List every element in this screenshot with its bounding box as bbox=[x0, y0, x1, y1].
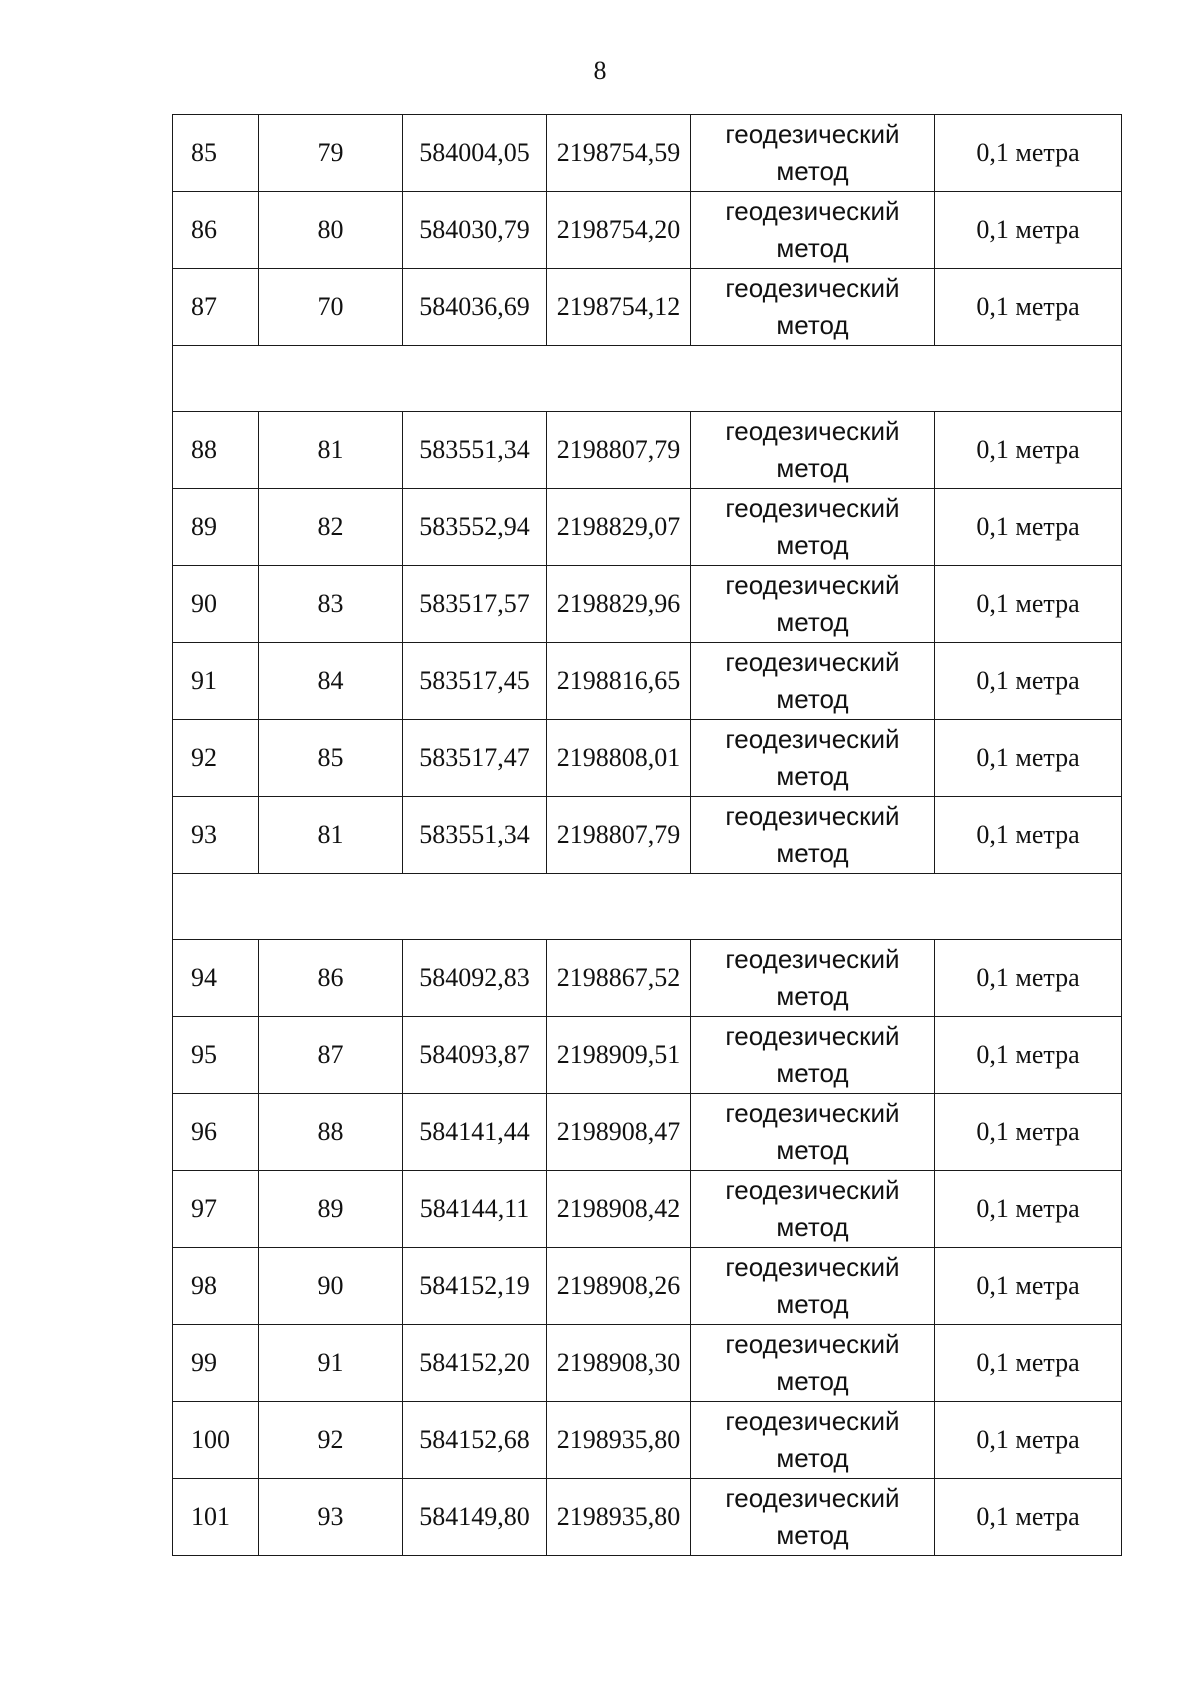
table-row bbox=[173, 192, 1122, 269]
cell-accuracy: 0,1 метра bbox=[935, 1402, 1122, 1479]
table-row bbox=[173, 643, 1122, 720]
cell-method bbox=[691, 940, 935, 1017]
cell-point-number: 90 bbox=[259, 1248, 403, 1325]
cell-coordinate-x: 583552,94 bbox=[403, 489, 547, 566]
method-line-1: геодезический bbox=[725, 944, 900, 974]
cell-coordinate-x: 583517,45 bbox=[403, 643, 547, 720]
cell-method bbox=[691, 566, 935, 643]
cell-accuracy: 0,1 метра bbox=[935, 1479, 1122, 1556]
cell-row-number: 97 bbox=[173, 1171, 259, 1248]
cell-method bbox=[691, 1094, 935, 1171]
table-row bbox=[173, 1479, 1122, 1556]
method-line-1: геодезический bbox=[725, 196, 900, 226]
cell-accuracy: 0,1 метра bbox=[935, 1017, 1122, 1094]
method-line-2: метод bbox=[776, 1520, 849, 1550]
table-row bbox=[173, 1402, 1122, 1479]
cell-point-number: 83 bbox=[259, 566, 403, 643]
table-row bbox=[173, 1171, 1122, 1248]
cell-point-number: 70 bbox=[259, 269, 403, 346]
method-line-2: метод bbox=[776, 684, 849, 714]
cell-coordinate-y: 2198807,79 bbox=[547, 797, 691, 874]
cell-coordinate-x: 584030,79 bbox=[403, 192, 547, 269]
method-line-1: геодезический bbox=[725, 1406, 900, 1436]
cell-coordinate-x: 584036,69 bbox=[403, 269, 547, 346]
cell-coordinate-x: 584152,68 bbox=[403, 1402, 547, 1479]
cell-point-number: 85 bbox=[259, 720, 403, 797]
cell-accuracy: 0,1 метра bbox=[935, 269, 1122, 346]
cell-row-number: 94 bbox=[173, 940, 259, 1017]
cell-coordinate-x: 584144,11 bbox=[403, 1171, 547, 1248]
cell-point-number: 79 bbox=[259, 115, 403, 192]
table-row bbox=[173, 269, 1122, 346]
cell-coordinate-y: 2198908,47 bbox=[547, 1094, 691, 1171]
cell-method bbox=[691, 1402, 935, 1479]
cell-coordinate-x: 584092,83 bbox=[403, 940, 547, 1017]
cell-method bbox=[691, 643, 935, 720]
table-row bbox=[173, 940, 1122, 1017]
cell-row-number: 87 bbox=[173, 269, 259, 346]
cell-accuracy: 0,1 метра bbox=[935, 1094, 1122, 1171]
cell-coordinate-y: 2198908,26 bbox=[547, 1248, 691, 1325]
method-line-2: метод bbox=[776, 453, 849, 483]
table-row bbox=[173, 489, 1122, 566]
cell-point-number: 84 bbox=[259, 643, 403, 720]
method-line-1: геодезический bbox=[725, 570, 900, 600]
page-number: 8 bbox=[593, 56, 607, 85]
cell-row-number: 100 bbox=[173, 1402, 259, 1479]
cell-coordinate-x: 584004,05 bbox=[403, 115, 547, 192]
cell-method bbox=[691, 269, 935, 346]
cell-method bbox=[691, 1171, 935, 1248]
cell-point-number: 81 bbox=[259, 412, 403, 489]
coordinates-table-body bbox=[173, 115, 1122, 1556]
cell-coordinate-x: 583517,47 bbox=[403, 720, 547, 797]
method-line-2: метод bbox=[776, 1443, 849, 1473]
cell-coordinate-y: 2198816,65 bbox=[547, 643, 691, 720]
cell-method bbox=[691, 412, 935, 489]
cell-method bbox=[691, 1017, 935, 1094]
table-row bbox=[173, 1325, 1122, 1402]
cell-method bbox=[691, 1325, 935, 1402]
cell-coordinate-x: 584141,44 bbox=[403, 1094, 547, 1171]
table-separator-row bbox=[173, 346, 1122, 412]
cell-coordinate-y: 2198807,79 bbox=[547, 412, 691, 489]
cell-row-number: 85 bbox=[173, 115, 259, 192]
cell-point-number: 81 bbox=[259, 797, 403, 874]
method-line-1: геодезический bbox=[725, 273, 900, 303]
cell-coordinate-y: 2198829,96 bbox=[547, 566, 691, 643]
cell-accuracy: 0,1 метра bbox=[935, 192, 1122, 269]
cell-row-number: 98 bbox=[173, 1248, 259, 1325]
separator-cell bbox=[173, 346, 1122, 412]
method-line-1: геодезический bbox=[725, 493, 900, 523]
method-line-2: метод bbox=[776, 761, 849, 791]
method-line-2: метод bbox=[776, 1135, 849, 1165]
cell-method bbox=[691, 720, 935, 797]
cell-accuracy: 0,1 метра bbox=[935, 489, 1122, 566]
cell-method bbox=[691, 1248, 935, 1325]
cell-row-number: 101 bbox=[173, 1479, 259, 1556]
table-separator-row bbox=[173, 874, 1122, 940]
cell-coordinate-y: 2198908,42 bbox=[547, 1171, 691, 1248]
cell-accuracy: 0,1 метра bbox=[935, 720, 1122, 797]
cell-method bbox=[691, 489, 935, 566]
cell-row-number: 93 bbox=[173, 797, 259, 874]
method-line-2: метод bbox=[776, 156, 849, 186]
cell-accuracy: 0,1 метра bbox=[935, 940, 1122, 1017]
cell-row-number: 89 bbox=[173, 489, 259, 566]
method-line-2: метод bbox=[776, 981, 849, 1011]
cell-coordinate-x: 583551,34 bbox=[403, 412, 547, 489]
cell-coordinate-y: 2198908,30 bbox=[547, 1325, 691, 1402]
cell-row-number: 95 bbox=[173, 1017, 259, 1094]
cell-point-number: 86 bbox=[259, 940, 403, 1017]
table-row bbox=[173, 1248, 1122, 1325]
cell-row-number: 99 bbox=[173, 1325, 259, 1402]
cell-point-number: 93 bbox=[259, 1479, 403, 1556]
cell-row-number: 92 bbox=[173, 720, 259, 797]
method-line-1: геодезический bbox=[725, 801, 900, 831]
method-line-2: метод bbox=[776, 838, 849, 868]
method-line-1: геодезический bbox=[725, 1098, 900, 1128]
separator-cell bbox=[173, 874, 1122, 940]
cell-accuracy: 0,1 метра bbox=[935, 1171, 1122, 1248]
cell-coordinate-y: 2198754,59 bbox=[547, 115, 691, 192]
method-line-1: геодезический bbox=[725, 1483, 900, 1513]
method-line-1: геодезический bbox=[725, 1329, 900, 1359]
cell-coordinate-x: 584152,19 bbox=[403, 1248, 547, 1325]
method-line-1: геодезический bbox=[725, 1175, 900, 1205]
table-row bbox=[173, 115, 1122, 192]
cell-coordinate-y: 2198754,12 bbox=[547, 269, 691, 346]
cell-accuracy: 0,1 метра bbox=[935, 115, 1122, 192]
cell-point-number: 87 bbox=[259, 1017, 403, 1094]
cell-method bbox=[691, 797, 935, 874]
table-row bbox=[173, 1017, 1122, 1094]
coordinates-table bbox=[172, 114, 1122, 1556]
method-line-1: геодезический bbox=[725, 647, 900, 677]
cell-accuracy: 0,1 метра bbox=[935, 643, 1122, 720]
cell-accuracy: 0,1 метра bbox=[935, 412, 1122, 489]
method-line-2: метод bbox=[776, 1366, 849, 1396]
method-line-2: метод bbox=[776, 607, 849, 637]
cell-coordinate-x: 584152,20 bbox=[403, 1325, 547, 1402]
cell-row-number: 96 bbox=[173, 1094, 259, 1171]
cell-coordinate-x: 584149,80 bbox=[403, 1479, 547, 1556]
table-row bbox=[173, 412, 1122, 489]
method-line-2: метод bbox=[776, 1212, 849, 1242]
cell-point-number: 91 bbox=[259, 1325, 403, 1402]
cell-row-number: 91 bbox=[173, 643, 259, 720]
cell-accuracy: 0,1 метра bbox=[935, 566, 1122, 643]
cell-method bbox=[691, 1479, 935, 1556]
cell-point-number: 92 bbox=[259, 1402, 403, 1479]
cell-coordinate-y: 2198909,51 bbox=[547, 1017, 691, 1094]
table-row bbox=[173, 1094, 1122, 1171]
cell-accuracy: 0,1 метра bbox=[935, 1248, 1122, 1325]
cell-coordinate-y: 2198829,07 bbox=[547, 489, 691, 566]
cell-point-number: 80 bbox=[259, 192, 403, 269]
cell-point-number: 82 bbox=[259, 489, 403, 566]
cell-coordinate-y: 2198754,20 bbox=[547, 192, 691, 269]
cell-coordinate-x: 583517,57 bbox=[403, 566, 547, 643]
method-line-2: метод bbox=[776, 1058, 849, 1088]
method-line-2: метод bbox=[776, 310, 849, 340]
cell-coordinate-x: 584093,87 bbox=[403, 1017, 547, 1094]
cell-coordinate-y: 2198935,80 bbox=[547, 1402, 691, 1479]
table-row bbox=[173, 720, 1122, 797]
cell-accuracy: 0,1 метра bbox=[935, 1325, 1122, 1402]
cell-coordinate-x: 583551,34 bbox=[403, 797, 547, 874]
method-line-1: геодезический bbox=[725, 119, 900, 149]
cell-coordinate-y: 2198808,01 bbox=[547, 720, 691, 797]
table-row bbox=[173, 566, 1122, 643]
cell-row-number: 90 bbox=[173, 566, 259, 643]
method-line-2: метод bbox=[776, 530, 849, 560]
method-line-2: метод bbox=[776, 233, 849, 263]
table-row bbox=[173, 797, 1122, 874]
method-line-2: метод bbox=[776, 1289, 849, 1319]
cell-coordinate-y: 2198867,52 bbox=[547, 940, 691, 1017]
cell-row-number: 88 bbox=[173, 412, 259, 489]
cell-method bbox=[691, 192, 935, 269]
cell-point-number: 89 bbox=[259, 1171, 403, 1248]
cell-coordinate-y: 2198935,80 bbox=[547, 1479, 691, 1556]
method-line-1: геодезический bbox=[725, 1252, 900, 1282]
method-line-1: геодезический bbox=[725, 1021, 900, 1051]
method-line-1: геодезический bbox=[725, 724, 900, 754]
cell-row-number: 86 bbox=[173, 192, 259, 269]
cell-accuracy: 0,1 метра bbox=[935, 797, 1122, 874]
cell-method bbox=[691, 115, 935, 192]
cell-point-number: 88 bbox=[259, 1094, 403, 1171]
method-line-1: геодезический bbox=[725, 416, 900, 446]
